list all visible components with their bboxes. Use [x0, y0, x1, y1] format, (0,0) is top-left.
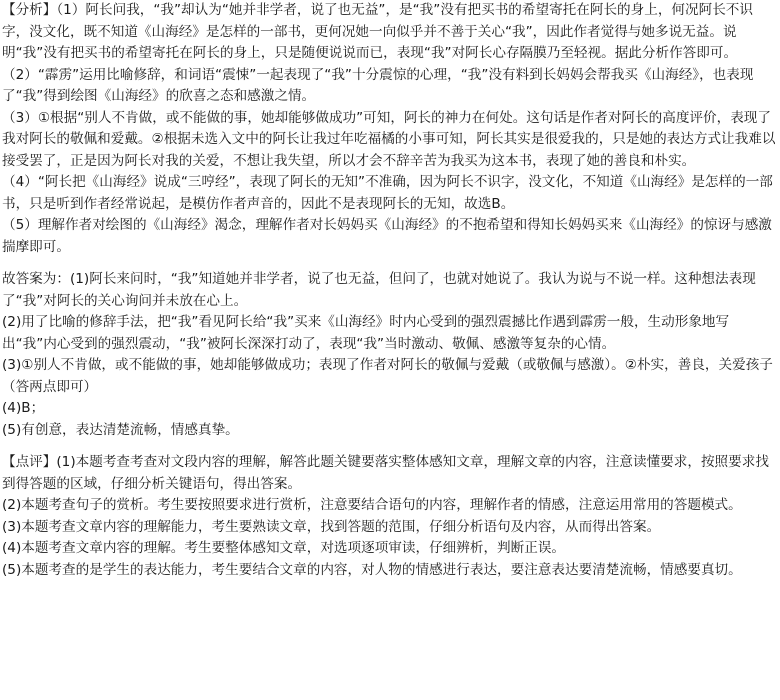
- analysis-paragraph-4: （4）“阿长把《山海经》说成“三哼经”，表现了阿长的无知”不准确，因为阿长不识字，没文化，不知道《山海经》是怎样的一部书，只是听到作者经常说起，是模仿作者声音的，因此不是表现阿长的无知，故选B。: [2, 174, 773, 212]
- analysis-section: [2, 0, 776, 258]
- analysis-paragraph-2: （2）“霹雳”运用比喻修辞，和词语“震悚”一起表现了“我”十分震惊的心理，“我”没有料到长妈妈会帮我买《山海经》，也表现了“我”得到绘图《山海经》的欣喜之态和感激之情。: [2, 66, 754, 104]
- analysis-paragraph-1: 【分析】（1）阿长问我，“我”却认为“她并非学者，说了也无益”，是“我”没有把买书的希望寄托在阿长的身上，何况阿长不识字，没文化，既不知道《山海经》是怎样的一部书，更何况她一向似乎并不善于关心“我”，因此作者觉得与她多说无益。说明“我”没有把买书的希望寄托在阿长的身上，只是随便说说而已，表现“我”对阿长心存隔膜乃至轻视。据此分析作答即可。: [2, 2, 753, 61]
- comment-paragraph-1: 【点评】(1)本题考查考查对文段内容的理解，解答此题关键要落实整体感知文章，理解文章的内容，注意读懂要求，按照要求找到得答题的区域，仔细分析关键语句，得出答案。: [2, 454, 769, 492]
- comment-paragraph-4: (4)本题考查文章内容的理解。考生要整体感知文章，对选项逐项审读，仔细辨析，判断正误。: [2, 540, 566, 556]
- answer-paragraph-2: (2)用了比喻的修辞手法，把“我”看见阿长给“我”买来《山海经》时内心受到的强烈震撼比作遇到霹雳一般，生动形象地写出“我”内心受到的强烈震动，“我”被阿长深深打动了，表现“我”当时激动、敬佩、感激等复杂的心情。: [2, 314, 730, 352]
- answer-paragraph-1: 故答案为：(1)阿长来问时，“我”知道她并非学者，说了也无益，但问了，也就对她说了。我认为说与不说一样。这种想法表现了“我”对阿长的关心询问并未放在心上。: [2, 271, 756, 309]
- comment-section: [2, 452, 776, 581]
- section-spacer: [2, 258, 776, 269]
- comment-paragraph-2: (2)本题考查句子的赏析。考生要按照要求进行赏析，注意要结合语句的内容，理解作者的情感，注意运用常用的答题模式。: [2, 497, 742, 513]
- answer-paragraph-3: (3)①别人不肯做，或不能做的事，她却能够做成功；表现了作者对阿长的敬佩与爱戴（或敬佩与感激）。②朴实，善良，关爱孩子（答两点即可）: [2, 357, 773, 395]
- analysis-paragraph-3: （3）①根据“别人不肯做，或不能做的事，她却能够做成功”可知，阿长的神力在何处。这句话是作者对阿长的高度评价，表现了我对阿长的敬佩和爱戴。②根据未选入文中的阿长让我过年吃福橘的小事可知，阿长其实是很爱我的，只是她的表达方式让我难以接受罢了，正是因为阿长对我的关爱，不想让我失望，所以才会不辞辛苦为我买为这本书，表现了她的善良和朴实。: [2, 109, 776, 169]
- answer-paragraph-5: (5)有创意，表达清楚流畅，情感真挚。: [2, 421, 239, 438]
- analysis-paragraph-5: （5）理解作者对绘图的《山海经》渴念，理解作者对长妈妈买《山海经》的不抱希望和得知长妈妈买来《山海经》的惊讶与感激揣摩即可。: [2, 217, 772, 255]
- solution-document: [2, 0, 776, 581]
- section-spacer: [2, 441, 776, 452]
- comment-paragraph-5: (5)本题考查的是学生的表达能力，考生要结合文章的内容，对人物的情感进行表达，要注意表达要清楚流畅，情感要真切。: [2, 561, 742, 578]
- comment-paragraph-3: (3)本题考查文章内容的理解能力，考生要熟读文章，找到答题的范围，仔细分析语句及内容，从而得出答案。: [2, 518, 661, 535]
- answer-section: [2, 269, 776, 441]
- answer-paragraph-4: (4)B；: [2, 400, 45, 416]
